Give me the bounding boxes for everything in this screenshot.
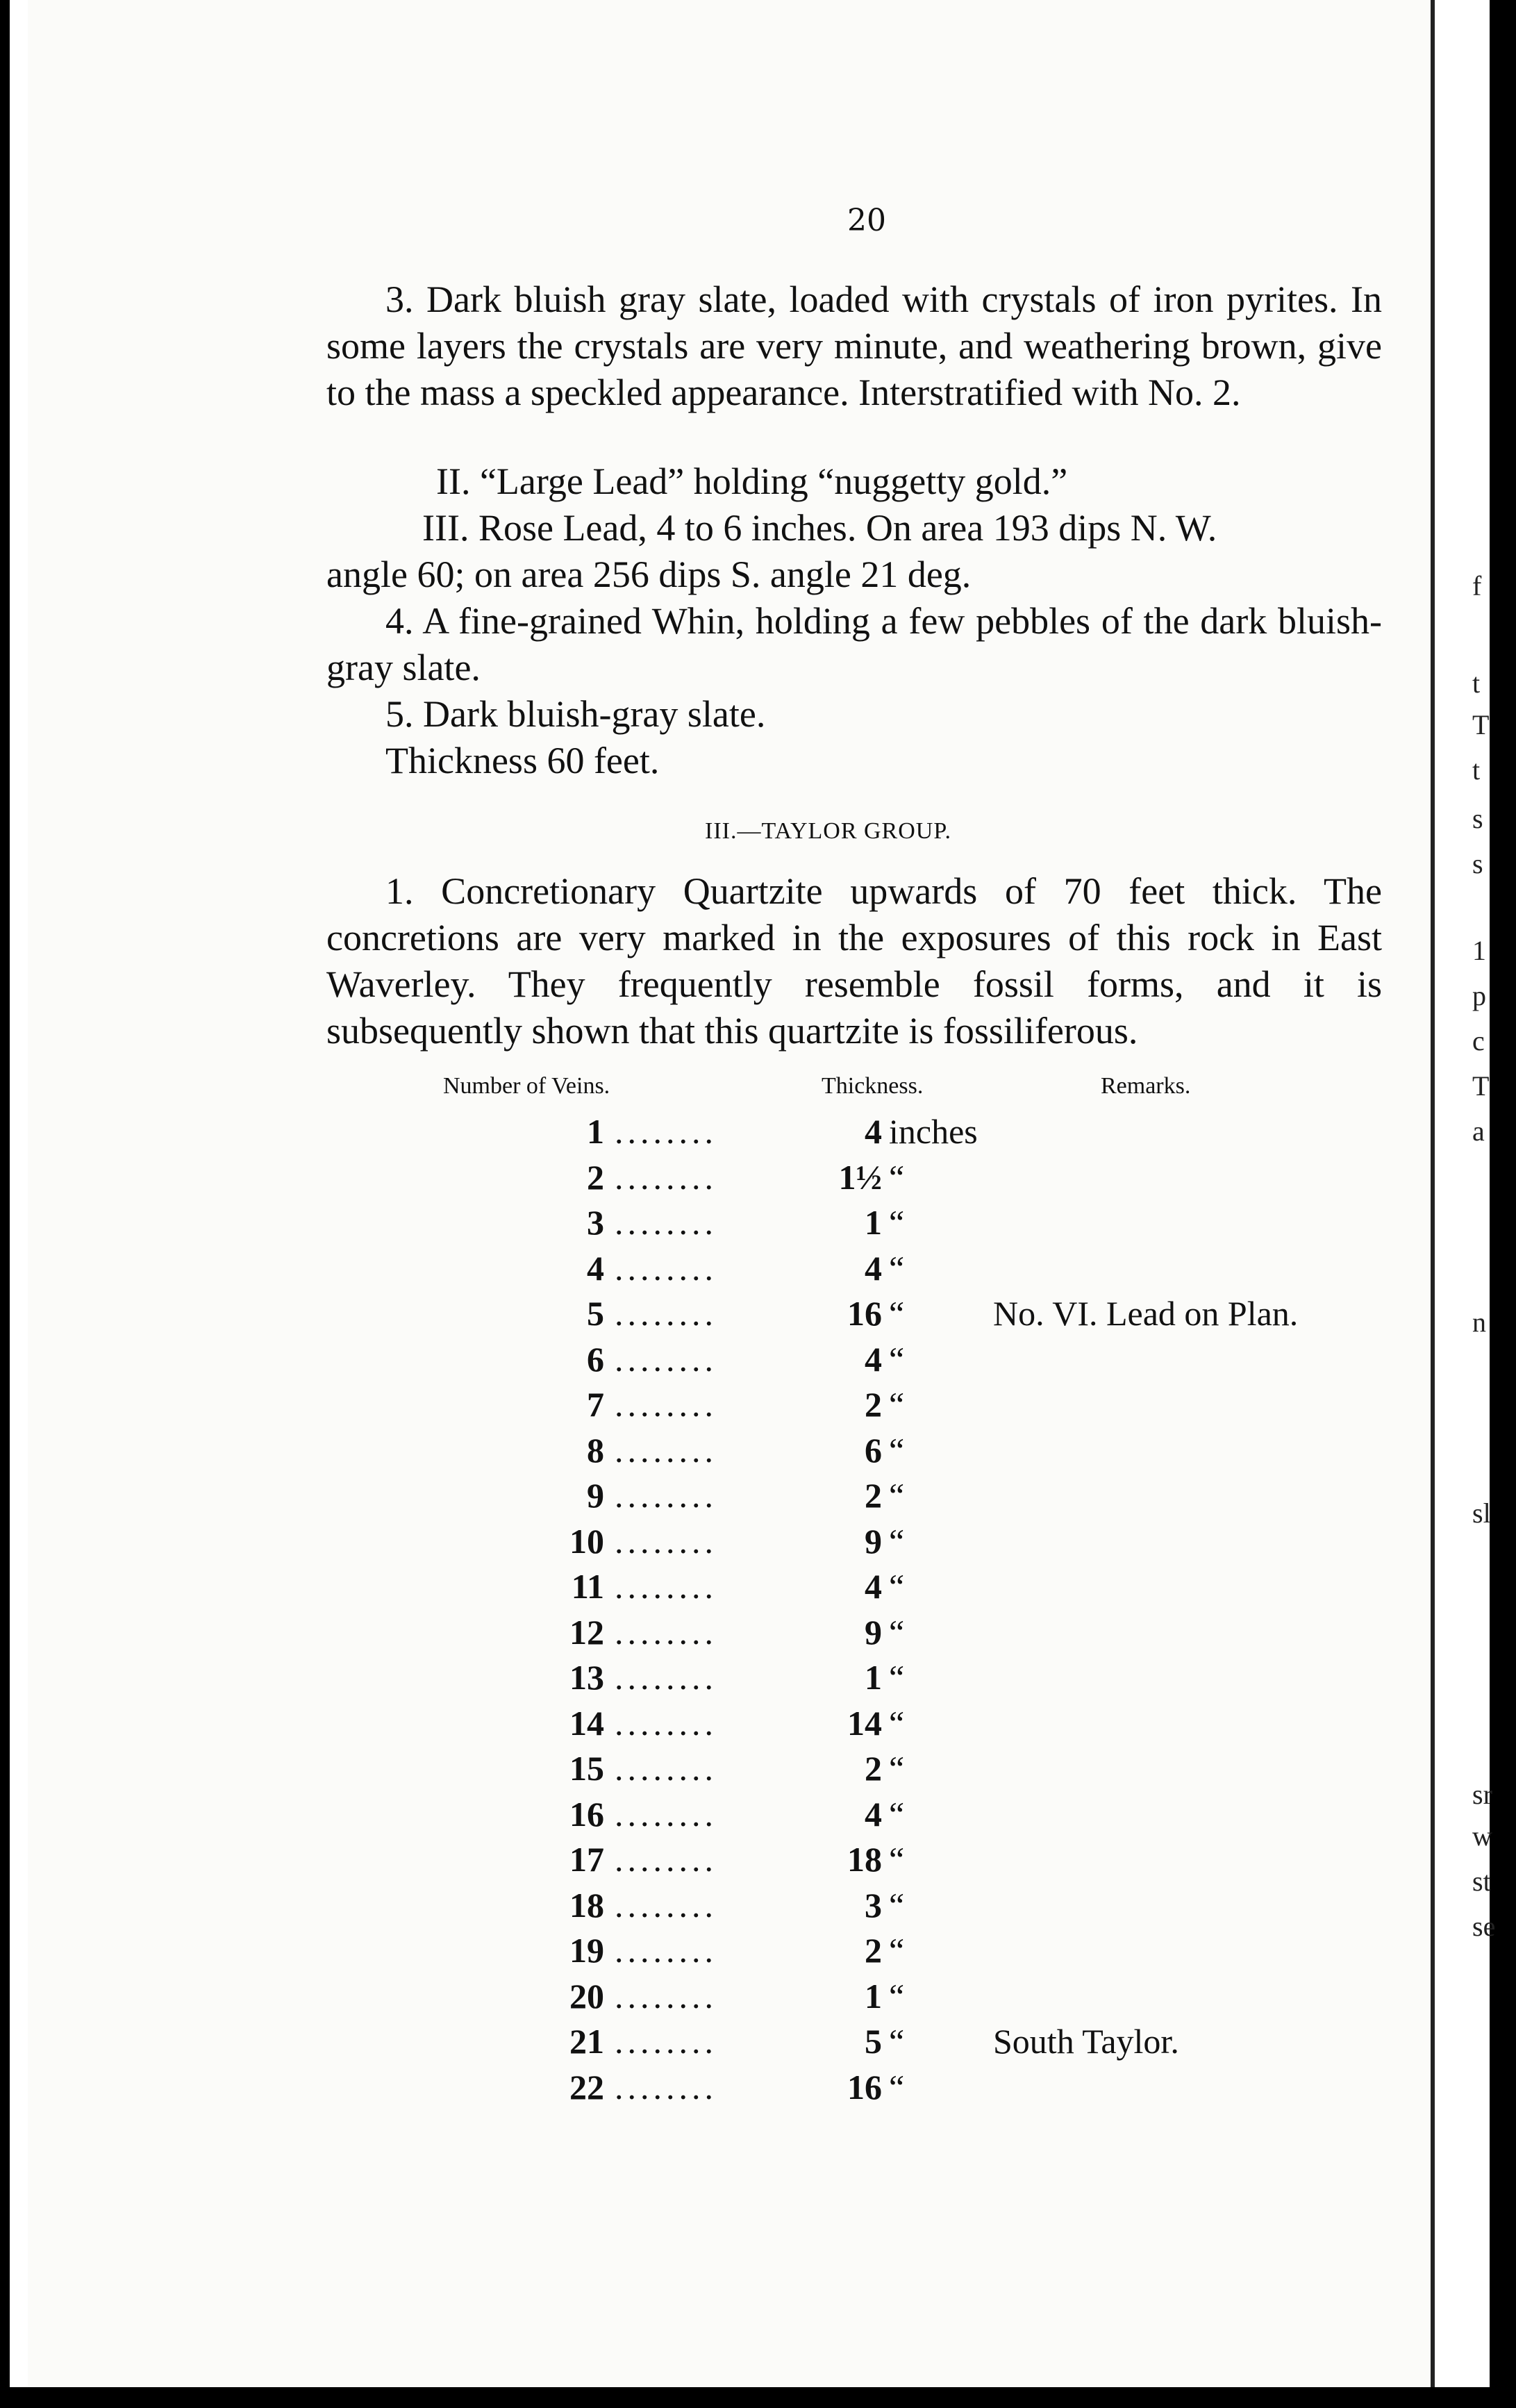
table-row xyxy=(28,2021,1431,2067)
margin-fragment: sl xyxy=(1472,1497,1491,1529)
thickness-note: Thickness 60 feet. xyxy=(385,740,660,781)
vein-number: 7 xyxy=(587,1385,604,1424)
table-row xyxy=(28,1748,1431,1794)
vein-thickness: 1 xyxy=(865,1203,882,1242)
vein-thickness: 9 xyxy=(865,1521,882,1561)
table-row xyxy=(28,1475,1431,1521)
vein-thickness: 16 xyxy=(847,2067,882,2107)
leader-dots: ........ xyxy=(615,1885,717,1925)
vein-remark: No. VI. Lead on Plan. xyxy=(993,1294,1299,1333)
margin-fragment: T xyxy=(1472,1070,1490,1102)
vein-thickness: 2 xyxy=(865,1476,882,1515)
vein-thickness: 2 xyxy=(865,1385,882,1424)
margin-fragment: 1 xyxy=(1472,935,1486,966)
vein-thickness: 14 xyxy=(847,1703,882,1743)
thickness-unit: “ xyxy=(889,1430,905,1470)
vein-thickness: 9 xyxy=(865,1612,882,1652)
vein-number: 2 xyxy=(587,1157,604,1197)
vein-number: 15 xyxy=(569,1749,604,1788)
page-number: 20 xyxy=(847,203,886,238)
vein-thickness: 1 xyxy=(865,1976,882,2016)
leader-dots: ........ xyxy=(615,1521,717,1561)
lead-3-line-2: angle 60; on area 256 dips S. angle 21 deg. xyxy=(326,554,972,595)
table-row xyxy=(28,1521,1431,1567)
thickness-unit: “ xyxy=(889,2067,905,2107)
leader-dots: ........ xyxy=(615,1612,717,1652)
margin-fragment: se xyxy=(1472,1911,1496,1942)
vein-number: 16 xyxy=(569,1794,604,1834)
leader-dots: ........ xyxy=(615,1976,717,2016)
leader-dots: ........ xyxy=(615,1749,717,1788)
vein-number: 4 xyxy=(587,1248,604,1288)
vein-thickness: 5 xyxy=(865,2022,882,2061)
vein-number: 14 xyxy=(569,1703,604,1743)
scan-edge-left xyxy=(0,0,10,2408)
table-row xyxy=(28,2067,1431,2113)
thickness-unit: “ xyxy=(889,2022,905,2061)
table-row xyxy=(28,1566,1431,1612)
thickness-unit: “ xyxy=(889,1339,905,1379)
adjacent-page-fragments xyxy=(1472,0,1514,2387)
margin-fragment: a xyxy=(1472,1115,1485,1147)
table-row xyxy=(28,1885,1431,1931)
margin-fragment: s xyxy=(1472,803,1483,834)
leader-dots: ........ xyxy=(615,1385,717,1424)
leader-dots: ........ xyxy=(615,2067,717,2107)
vein-thickness: 6 xyxy=(865,1430,882,1470)
vein-number: 8 xyxy=(587,1430,604,1470)
margin-fragment: sr xyxy=(1472,1779,1492,1810)
table-row xyxy=(28,1612,1431,1658)
table-row xyxy=(28,1794,1431,1840)
veins-table xyxy=(28,1111,1431,2112)
thickness-unit: “ xyxy=(889,1248,905,1288)
table-row xyxy=(28,1976,1431,2022)
vein-thickness: 4 xyxy=(865,1112,882,1151)
item-5: 5. Dark bluish-gray slate. xyxy=(385,693,766,735)
thickness-unit: “ xyxy=(889,1521,905,1561)
margin-fragment: s xyxy=(1472,848,1483,879)
vein-number: 6 xyxy=(587,1339,604,1379)
thickness-unit: “ xyxy=(889,1840,905,1879)
vein-thickness: 2 xyxy=(865,1931,882,1970)
vein-thickness: 3 xyxy=(865,1885,882,1925)
leader-dots: ........ xyxy=(615,1294,717,1333)
table-row xyxy=(28,1111,1431,1157)
thickness-unit: “ xyxy=(889,1294,905,1333)
leader-dots: ........ xyxy=(615,1476,717,1515)
vein-number: 17 xyxy=(569,1840,604,1879)
table-row xyxy=(28,1430,1431,1476)
table-row xyxy=(28,1657,1431,1703)
column-header-number: Number of Veins. xyxy=(443,1073,610,1099)
vein-thickness: 18 xyxy=(847,1840,882,1879)
leader-dots: ........ xyxy=(615,1430,717,1470)
thickness-unit: “ xyxy=(889,1567,905,1606)
margin-fragment: w xyxy=(1472,1820,1492,1852)
column-header-thickness: Thickness. xyxy=(822,1073,924,1099)
leader-dots: ........ xyxy=(615,1794,717,1834)
vein-number: 1 xyxy=(587,1112,604,1151)
vein-number: 3 xyxy=(587,1203,604,1242)
lead-2: II. “Large Lead” holding “nuggetty gold.” xyxy=(436,460,1068,502)
thickness-unit: “ xyxy=(889,1658,905,1697)
leader-dots: ........ xyxy=(615,1248,717,1288)
margin-fragment: T xyxy=(1472,709,1490,740)
thickness-unit: inches xyxy=(889,1112,978,1151)
vein-number: 21 xyxy=(569,2022,604,2061)
table-row xyxy=(28,1157,1431,1203)
margin-fragment: p xyxy=(1472,980,1486,1011)
thickness-unit: “ xyxy=(889,1203,905,1242)
vein-thickness: 4 xyxy=(865,1794,882,1834)
vein-number: 11 xyxy=(571,1567,604,1606)
margin-fragment: n xyxy=(1472,1306,1486,1338)
vein-thickness: 16 xyxy=(847,1294,882,1333)
leader-dots: ........ xyxy=(615,1840,717,1879)
vein-number: 10 xyxy=(569,1521,604,1561)
vein-number: 5 xyxy=(587,1294,604,1333)
vein-remark: South Taylor. xyxy=(993,2022,1179,2061)
vein-thickness: 4 xyxy=(865,1248,882,1288)
paragraph-taylor-item-1: 1. Concretionary Quartzite upwards of 70 feet thick. The concretions are very marked in the exposures of this rock in East Waverley. They frequently resemble fossil forms, and it is subsequently shown that this quartzite is fossiliferous. xyxy=(326,870,1382,1052)
table-row xyxy=(28,1839,1431,1885)
vein-number: 22 xyxy=(569,2067,604,2107)
leader-dots: ........ xyxy=(615,1703,717,1743)
vein-thickness: 4 xyxy=(865,1567,882,1606)
thickness-unit: “ xyxy=(889,1157,905,1197)
vein-number: 12 xyxy=(569,1612,604,1652)
leader-dots: ........ xyxy=(615,1567,717,1606)
thickness-unit: “ xyxy=(889,1749,905,1788)
thickness-unit: “ xyxy=(889,1931,905,1970)
thickness-unit: “ xyxy=(889,1703,905,1743)
table-row xyxy=(28,1384,1431,1430)
table-row xyxy=(28,1202,1431,1248)
lead-3-line-1: III. Rose Lead, 4 to 6 inches. On area 193 dips N. W. xyxy=(422,507,1217,549)
leader-dots: ........ xyxy=(615,1658,717,1697)
thickness-unit: “ xyxy=(889,1794,905,1834)
vein-thickness: 2 xyxy=(865,1749,882,1788)
column-header-remarks: Remarks. xyxy=(1101,1073,1191,1099)
vein-number: 20 xyxy=(569,1976,604,2016)
vein-number: 13 xyxy=(569,1658,604,1697)
leader-dots: ........ xyxy=(615,1157,717,1197)
table-row xyxy=(28,1293,1431,1339)
vein-number: 19 xyxy=(569,1931,604,1970)
vein-thickness: 1½ xyxy=(838,1157,882,1197)
leader-dots: ........ xyxy=(615,1339,717,1379)
thickness-unit: “ xyxy=(889,1976,905,2016)
table-row xyxy=(28,1930,1431,1976)
paragraph-item-4: 4. A fine-grained Whin, holding a few pebbles of the dark bluish-gray slate. xyxy=(326,600,1382,688)
margin-fragment: f xyxy=(1472,570,1482,601)
section-heading: III.—TAYLOR GROUP. xyxy=(705,818,951,844)
margin-fragment: c xyxy=(1472,1025,1485,1056)
margin-fragment: st xyxy=(1472,1866,1491,1897)
book-page xyxy=(28,0,1435,2387)
table-row xyxy=(28,1248,1431,1294)
leader-dots: ........ xyxy=(615,1931,717,1970)
margin-fragment: t xyxy=(1472,667,1481,699)
thickness-unit: “ xyxy=(889,1885,905,1925)
vein-thickness: 1 xyxy=(865,1658,882,1697)
leader-dots: ........ xyxy=(615,2022,717,2061)
thickness-unit: “ xyxy=(889,1476,905,1515)
leader-dots: ........ xyxy=(615,1112,717,1151)
table-row xyxy=(28,1339,1431,1385)
scan-edge-bottom xyxy=(0,2387,1516,2408)
thickness-unit: “ xyxy=(889,1612,905,1652)
table-row xyxy=(28,1703,1431,1749)
margin-fragment: t xyxy=(1472,754,1481,786)
leader-dots: ........ xyxy=(615,1203,717,1242)
thickness-unit: “ xyxy=(889,1385,905,1424)
vein-number: 18 xyxy=(569,1885,604,1925)
vein-thickness: 4 xyxy=(865,1339,882,1379)
vein-number: 9 xyxy=(587,1476,604,1515)
paragraph-item-3: 3. Dark bluish gray slate, loaded with crystals of iron pyrites. In some layers the crystals are very minute, and weathering brown, give to the mass a speckled appearance. Interstratified with No. 2. xyxy=(326,279,1382,413)
